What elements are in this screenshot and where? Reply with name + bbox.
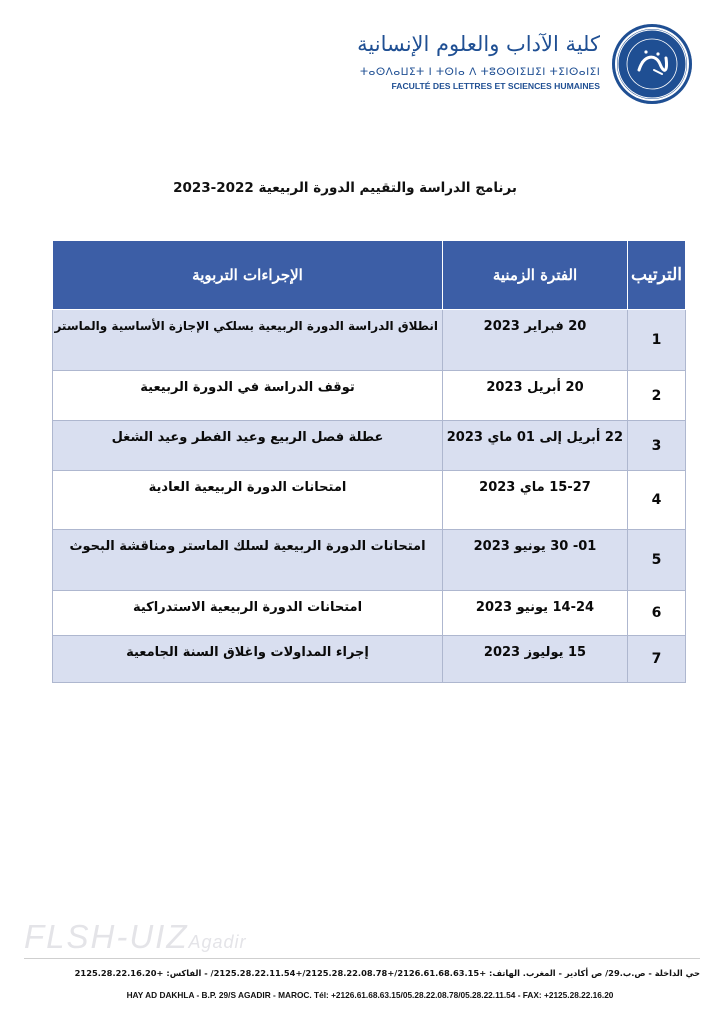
- cell-order: 6: [628, 591, 686, 636]
- cell-period: 01- 30 يونيو 2023: [443, 530, 628, 591]
- cell-period: 22 أبريل إلى 01 ماي 2023: [443, 421, 628, 471]
- watermark: [24, 918, 247, 956]
- cell-action: امتحانات الدورة الربيعية الاستدراكية: [53, 591, 443, 636]
- faculty-name-french: FACULTÉ DES LETTRES ET SCIENCES HUMAINES: [391, 81, 600, 91]
- document-header: [357, 22, 700, 112]
- cell-action: توقف الدراسة في الدورة الربيعية: [53, 371, 443, 421]
- header-period: الفترة الزمنية: [443, 241, 628, 310]
- cell-period: 20 فبراير 2023: [443, 310, 628, 371]
- table-row: [53, 421, 686, 471]
- seal-icon: [612, 24, 692, 104]
- schedule-table: [52, 240, 686, 683]
- cell-period: 15-27 ماي 2023: [443, 471, 628, 530]
- footer-divider: [24, 958, 700, 959]
- footer-address-arabic: حي الداخلة - ص.ب.29/ ص أكادير - المغرب. الهاتف: +2126.61.68.63.15/+2125.28.22.08.78/+2125.28.22.11.54/ - الفاكس: +2125.28.22.16.20: [74, 968, 700, 978]
- cell-action: عطلة فصل الربيع وعيد الفطر وعيد الشغل: [53, 421, 443, 471]
- faculty-name-arabic: كلية الآداب والعلوم الإنسانية: [357, 32, 600, 56]
- cell-order: 4: [628, 471, 686, 530]
- table-row: [53, 471, 686, 530]
- cell-period: 14-24 يونيو 2023: [443, 591, 628, 636]
- watermark-main: FLSH-UIZ: [24, 918, 189, 955]
- cell-order: 5: [628, 530, 686, 591]
- watermark-sub: Agadir: [188, 932, 247, 952]
- cell-order: 7: [628, 636, 686, 683]
- table-row: [53, 530, 686, 591]
- header-order: الترتيب: [628, 241, 686, 310]
- university-seal-logo: [612, 24, 692, 104]
- cell-order: 1: [628, 310, 686, 371]
- cell-order: 2: [628, 371, 686, 421]
- faculty-name-tifinagh: ⵜⴰⵙⴷⴰⵡⵉⵜ ⵏ ⵜⵙⵏⴰ ⴷ ⵜⵓⵙⵙⵏⵉⵡⵉⵏ ⵜⵉⵏⵙⴰⵏⵉⵏ: [360, 66, 601, 78]
- table-row: [53, 591, 686, 636]
- table-row: [53, 371, 686, 421]
- cell-action: امتحانات الدورة الربيعية لسلك الماستر ومناقشة البحوث: [53, 530, 443, 591]
- cell-period: 15 يوليوز 2023: [443, 636, 628, 683]
- footer-address-french: HAY AD DAKHLA - B.P. 29/S AGADIR - MAROC. Tél: +2126.61.68.63.15/05.28.22.08.78/05.28.22.11.54 - FAX: +2125.28.22.16.20: [126, 990, 614, 1000]
- table-header-row: [53, 241, 686, 310]
- table-row: [53, 310, 686, 371]
- document-title: برنامج الدراسة والتقييم الدورة الربيعية 2022-2023: [173, 180, 517, 196]
- cell-action: انطلاق الدراسة الدورة الربيعية بسلكي الإجازة الأساسية والماستر: [53, 310, 443, 371]
- cell-period: 20 أبريل 2023: [443, 371, 628, 421]
- header-actions: الإجراءات التربوية: [53, 241, 443, 310]
- cell-action: إجراء المداولات واغلاق السنة الجامعية: [53, 636, 443, 683]
- cell-order: 3: [628, 421, 686, 471]
- cell-action: امتحانات الدورة الربيعية العادية: [53, 471, 443, 530]
- table-row: [53, 636, 686, 683]
